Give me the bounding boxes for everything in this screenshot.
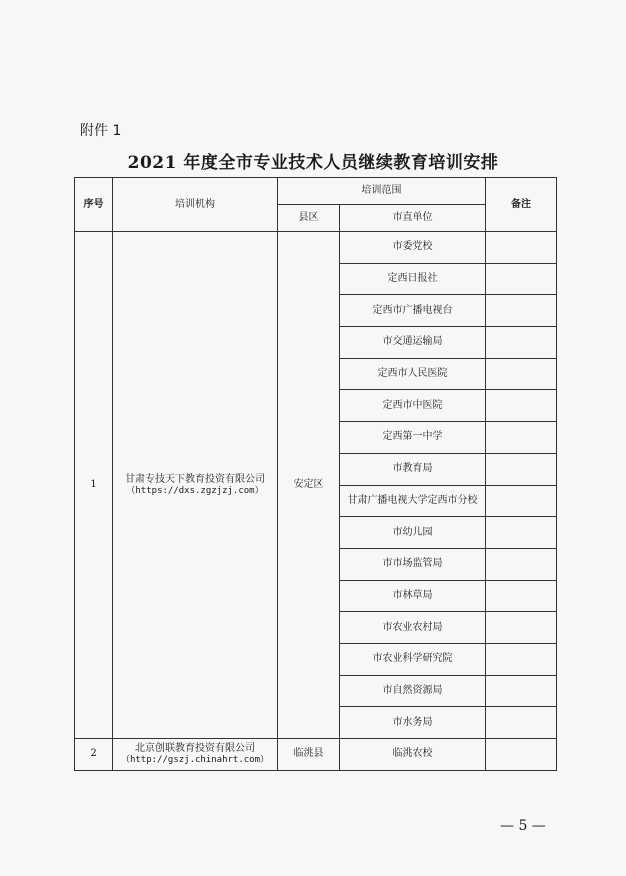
org-url: （https://dxs.zgzjzj.com） — [126, 485, 264, 496]
unit-cell: 市林草局 — [340, 580, 486, 612]
remark-cell — [486, 453, 557, 485]
remark-cell — [486, 675, 557, 707]
document-title: 2021 年度全市专业技术人员继续教育培训安排 — [127, 153, 499, 173]
remark-cell — [486, 327, 557, 359]
org-cell — [113, 739, 278, 771]
unit-cell: 市委党校 — [340, 232, 486, 264]
training-schedule-table — [74, 177, 557, 771]
header-org: 培训机构 — [113, 178, 278, 232]
header-scope: 培训范围 — [278, 178, 486, 205]
unit-cell: 定西市广播电视台 — [340, 295, 486, 327]
county-cell: 临洮县 — [278, 739, 340, 771]
seq-cell: 1 — [75, 232, 113, 739]
header-unit: 市直单位 — [340, 205, 486, 232]
org-cell — [113, 232, 278, 739]
unit-cell: 临洮农校 — [340, 739, 486, 771]
unit-cell: 甘肃广播电视大学定西市分校 — [340, 485, 486, 517]
header-county: 县区 — [278, 205, 340, 232]
header-remark: 备注 — [486, 178, 557, 232]
remark-cell — [486, 580, 557, 612]
remark-cell — [486, 390, 557, 422]
unit-cell: 市幼儿园 — [340, 517, 486, 549]
header-seq: 序号 — [75, 178, 113, 232]
header-row-1 — [75, 178, 557, 205]
org-name: 北京创联教育投资有限公司 — [135, 742, 255, 754]
remark-cell — [486, 358, 557, 390]
unit-cell: 市农业农村局 — [340, 612, 486, 644]
remark-cell — [486, 263, 557, 295]
table-row — [75, 739, 557, 771]
remark-cell — [486, 643, 557, 675]
remark-cell — [486, 707, 557, 739]
remark-cell — [486, 548, 557, 580]
remark-cell — [486, 612, 557, 644]
unit-cell: 市教育局 — [340, 453, 486, 485]
remark-cell — [486, 232, 557, 264]
county-cell: 安定区 — [278, 232, 340, 739]
unit-cell: 市市场监管局 — [340, 548, 486, 580]
remark-cell — [486, 485, 557, 517]
seq-cell: 2 — [75, 739, 113, 771]
unit-cell: 定西市人民医院 — [340, 358, 486, 390]
remark-cell — [486, 295, 557, 327]
unit-cell: 市水务局 — [340, 707, 486, 739]
unit-cell: 定西第一中学 — [340, 422, 486, 454]
page-number: — 5 — — [500, 818, 546, 834]
unit-cell: 定西日报社 — [340, 263, 486, 295]
unit-cell: 市交通运输局 — [340, 327, 486, 359]
org-name: 甘肃专技天下教育投资有限公司 — [125, 473, 265, 485]
unit-cell: 市农业科学研究院 — [340, 643, 486, 675]
remark-cell — [486, 517, 557, 549]
unit-cell: 定西市中医院 — [340, 390, 486, 422]
attachment-label: 附件 1 — [80, 123, 122, 139]
unit-cell: 市自然资源局 — [340, 675, 486, 707]
remark-cell — [486, 422, 557, 454]
table-row — [75, 232, 557, 264]
remark-cell — [486, 739, 557, 771]
org-url: （http://gszj.chinahrt.com） — [120, 754, 270, 765]
